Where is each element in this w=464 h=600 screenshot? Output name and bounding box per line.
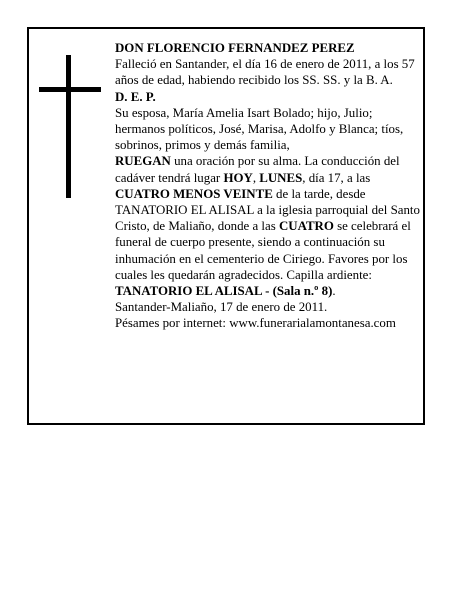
place-date: Santander-Maliaño, 17 de enero de 2011.: [115, 300, 328, 315]
condolences-web: Pésames por internet: www.funerarialamontanesa.com: [115, 316, 396, 331]
funeral-time: CUATRO: [278, 219, 334, 234]
cross-icon: [39, 55, 101, 198]
service-details: [115, 153, 421, 299]
hoy-label: HOY: [223, 170, 253, 185]
service-separator: ,: [252, 170, 260, 185]
service-text-3: de la tarde, desde TANATORIO EL ALISAL a la iglesia parroquial del Santo Cristo, de Maliaño, donde a las: [115, 186, 420, 234]
ruegan-label: RUEGAN: [115, 154, 171, 169]
service-text-2: , día 17, a las: [302, 170, 371, 185]
obituary-notice: [27, 27, 425, 425]
obituary-text: [115, 40, 421, 332]
cross-vertical-bar: [66, 55, 71, 198]
chapel-location: TANATORIO EL ALISAL - (Sala n.º 8): [115, 284, 333, 299]
service-text-1: una oración por su alma. La conducción del cadáver tendrá lugar: [115, 154, 400, 185]
death-statement: Falleció en Santander, el día 16 de enero de 2011, a los 57 años de edad, habiendo recibido los SS. SS. y la B. A.: [115, 57, 415, 88]
cross-horizontal-bar: [39, 87, 101, 92]
service-time: CUATRO MENOS VEINTE: [115, 186, 273, 201]
deceased-name: DON FLORENCIO FERNANDEZ PEREZ: [115, 41, 355, 55]
family-list: Su esposa, María Amelia Isart Bolado; hijo, Julio; hermanos políticos, José, Marisa, Adolfo y Blanca; tíos, sobrinos, primos y demás familia,: [115, 105, 404, 153]
service-text-4: se celebrará el funeral de cuerpo presente, siendo a continuación su inhumación en el cementerio de Ciriego. Favores por los cuales les quedarán agradecidos. Capilla ardiente:: [115, 219, 411, 282]
lunes-label: LUNES: [259, 170, 303, 185]
rip-label: D. E. P.: [115, 89, 156, 104]
service-end: .: [332, 284, 336, 299]
